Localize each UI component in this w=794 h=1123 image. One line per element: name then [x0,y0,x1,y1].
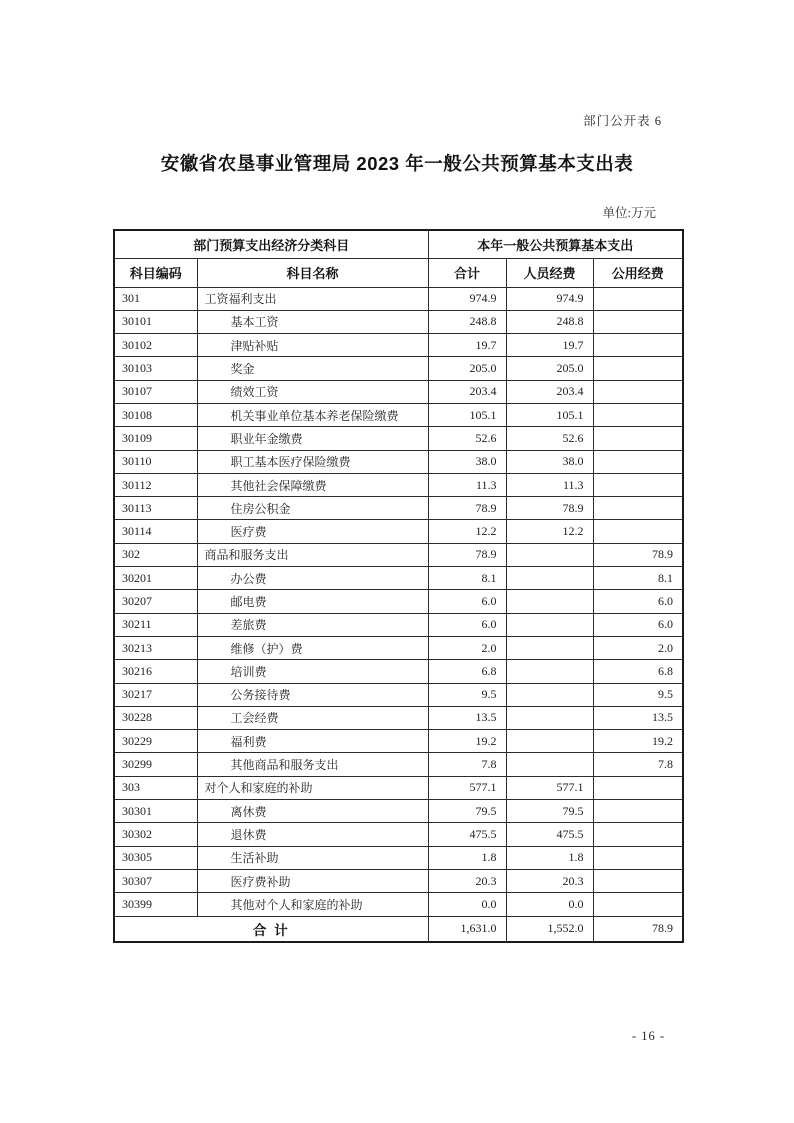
cell-total: 205.0 [428,357,506,380]
cell-name: 离休费 [197,800,428,823]
cell-total: 19.2 [428,730,506,753]
table-row [114,380,683,403]
table-row [114,543,683,566]
cell-code: 30110 [114,450,197,473]
cell-public [593,846,683,869]
group-header-expenditure: 本年一般公共预算基本支出 [428,230,683,258]
cell-code: 30216 [114,660,197,683]
cell-public [593,823,683,846]
cell-name: 福利费 [197,730,428,753]
header-note: 部门公开表 6 [583,114,662,128]
cell-total: 38.0 [428,450,506,473]
cell-public [593,334,683,357]
cell-public [593,893,683,916]
cell-total: 475.5 [428,823,506,846]
cell-personnel: 577.1 [506,776,593,799]
cell-name: 奖金 [197,357,428,380]
table-row [114,427,683,450]
table-row [114,800,683,823]
cell-public: 6.0 [593,590,683,613]
table-row [114,473,683,496]
cell-personnel [506,590,593,613]
cell-name: 办公费 [197,567,428,590]
cell-code: 30113 [114,497,197,520]
cell-total: 248.8 [428,310,506,333]
table-row [114,357,683,380]
table-footer [114,916,683,942]
cell-personnel: 20.3 [506,869,593,892]
cell-name: 医疗费 [197,520,428,543]
cell-public: 7.8 [593,753,683,776]
cell-personnel: 52.6 [506,427,593,450]
cell-total: 79.5 [428,800,506,823]
cell-personnel: 205.0 [506,357,593,380]
cell-personnel [506,567,593,590]
cell-public [593,497,683,520]
column-header-total: 合计 [428,258,506,287]
total-row-total: 1,631.0 [428,916,506,942]
cell-public [593,800,683,823]
cell-name: 绩效工资 [197,380,428,403]
cell-name: 其他社会保障缴费 [197,473,428,496]
cell-code: 30299 [114,753,197,776]
cell-public [593,450,683,473]
table-row [114,730,683,753]
table-row [114,846,683,869]
cell-personnel [506,660,593,683]
cell-public [593,310,683,333]
cell-total: 78.9 [428,543,506,566]
table-row [114,753,683,776]
table-row [114,893,683,916]
cell-personnel [506,706,593,729]
cell-code: 303 [114,776,197,799]
cell-public [593,520,683,543]
table-row [114,869,683,892]
cell-personnel: 105.1 [506,403,593,426]
page-number: - 16 - [632,1029,666,1043]
cell-public [593,473,683,496]
cell-code: 301 [114,287,197,310]
cell-personnel [506,683,593,706]
cell-personnel: 974.9 [506,287,593,310]
cell-total: 12.2 [428,520,506,543]
table-row [114,567,683,590]
cell-code: 30228 [114,706,197,729]
cell-total: 577.1 [428,776,506,799]
cell-total: 8.1 [428,567,506,590]
table-row [114,823,683,846]
cell-personnel: 19.7 [506,334,593,357]
column-header-row [114,258,683,287]
cell-name: 培训费 [197,660,428,683]
total-row-personnel: 1,552.0 [506,916,593,942]
cell-public [593,287,683,310]
cell-public: 19.2 [593,730,683,753]
cell-name: 邮电费 [197,590,428,613]
cell-name: 职业年金缴费 [197,427,428,450]
cell-code: 30114 [114,520,197,543]
cell-total: 11.3 [428,473,506,496]
cell-total: 0.0 [428,893,506,916]
cell-code: 30305 [114,846,197,869]
table-row [114,497,683,520]
cell-code: 30112 [114,473,197,496]
cell-name: 住房公积金 [197,497,428,520]
cell-total: 974.9 [428,287,506,310]
column-header-name: 科目名称 [197,258,428,287]
cell-name: 生活补助 [197,846,428,869]
cell-public: 78.9 [593,543,683,566]
cell-personnel [506,730,593,753]
cell-public [593,427,683,450]
cell-code: 30399 [114,893,197,916]
cell-personnel: 12.2 [506,520,593,543]
total-row-public: 78.9 [593,916,683,942]
cell-personnel: 1.8 [506,846,593,869]
cell-code: 30301 [114,800,197,823]
cell-code: 30101 [114,310,197,333]
cell-public: 6.0 [593,613,683,636]
cell-public: 13.5 [593,706,683,729]
cell-name: 公务接待费 [197,683,428,706]
column-header-public: 公用经费 [593,258,683,287]
cell-name: 工会经费 [197,706,428,729]
table-row [114,776,683,799]
cell-personnel [506,753,593,776]
cell-total: 7.8 [428,753,506,776]
cell-name: 商品和服务支出 [197,543,428,566]
cell-code: 30217 [114,683,197,706]
cell-personnel: 79.5 [506,800,593,823]
cell-total: 105.1 [428,403,506,426]
cell-personnel: 38.0 [506,450,593,473]
table-header [114,230,683,287]
cell-public: 6.8 [593,660,683,683]
table-row [114,520,683,543]
table-body [114,287,683,916]
cell-name: 职工基本医疗保险缴费 [197,450,428,473]
table-row [114,310,683,333]
cell-total: 52.6 [428,427,506,450]
column-header-code: 科目编码 [114,258,197,287]
cell-total: 9.5 [428,683,506,706]
cell-total: 20.3 [428,869,506,892]
group-header-classification: 部门预算支出经济分类科目 [114,230,428,258]
table-row [114,403,683,426]
cell-name: 工资福利支出 [197,287,428,310]
cell-name: 差旅费 [197,613,428,636]
table-row [114,636,683,659]
cell-code: 30229 [114,730,197,753]
cell-total: 6.8 [428,660,506,683]
group-header-row [114,230,683,258]
cell-code: 302 [114,543,197,566]
cell-total: 19.7 [428,334,506,357]
column-header-personnel: 人员经费 [506,258,593,287]
cell-public [593,776,683,799]
table-row [114,683,683,706]
table-row [114,287,683,310]
cell-personnel [506,613,593,636]
table-row [114,706,683,729]
total-row [114,916,683,942]
table-row [114,660,683,683]
cell-total: 203.4 [428,380,506,403]
cell-personnel [506,636,593,659]
cell-personnel: 0.0 [506,893,593,916]
cell-code: 30109 [114,427,197,450]
cell-name: 对个人和家庭的补助 [197,776,428,799]
cell-total: 1.8 [428,846,506,869]
cell-total: 78.9 [428,497,506,520]
cell-total: 13.5 [428,706,506,729]
cell-public: 2.0 [593,636,683,659]
cell-public [593,403,683,426]
cell-public [593,869,683,892]
cell-personnel [506,543,593,566]
cell-public [593,380,683,403]
cell-code: 30107 [114,380,197,403]
budget-table [113,229,684,943]
unit-label: 单位:万元 [602,206,656,220]
cell-name: 医疗费补助 [197,869,428,892]
cell-name: 机关事业单位基本养老保险缴费 [197,403,428,426]
cell-code: 30103 [114,357,197,380]
cell-code: 30201 [114,567,197,590]
cell-name: 退休费 [197,823,428,846]
cell-name: 其他商品和服务支出 [197,753,428,776]
cell-personnel: 475.5 [506,823,593,846]
cell-name: 其他对个人和家庭的补助 [197,893,428,916]
cell-personnel: 78.9 [506,497,593,520]
cell-code: 30302 [114,823,197,846]
table-row [114,590,683,613]
table-row [114,450,683,473]
cell-public: 8.1 [593,567,683,590]
cell-name: 基本工资 [197,310,428,333]
cell-code: 30108 [114,403,197,426]
cell-total: 2.0 [428,636,506,659]
cell-code: 30213 [114,636,197,659]
cell-code: 30207 [114,590,197,613]
cell-code: 30102 [114,334,197,357]
table-row [114,613,683,636]
cell-personnel: 11.3 [506,473,593,496]
cell-total: 6.0 [428,613,506,636]
cell-code: 30307 [114,869,197,892]
cell-personnel: 248.8 [506,310,593,333]
cell-name: 津贴补贴 [197,334,428,357]
cell-total: 6.0 [428,590,506,613]
cell-personnel: 203.4 [506,380,593,403]
cell-public: 9.5 [593,683,683,706]
cell-code: 30211 [114,613,197,636]
table-row [114,334,683,357]
page-title: 安徽省农垦事业管理局 2023 年一般公共预算基本支出表 [160,153,634,174]
cell-name: 维修（护）费 [197,636,428,659]
total-row-label: 合 计 [114,916,428,942]
cell-public [593,357,683,380]
